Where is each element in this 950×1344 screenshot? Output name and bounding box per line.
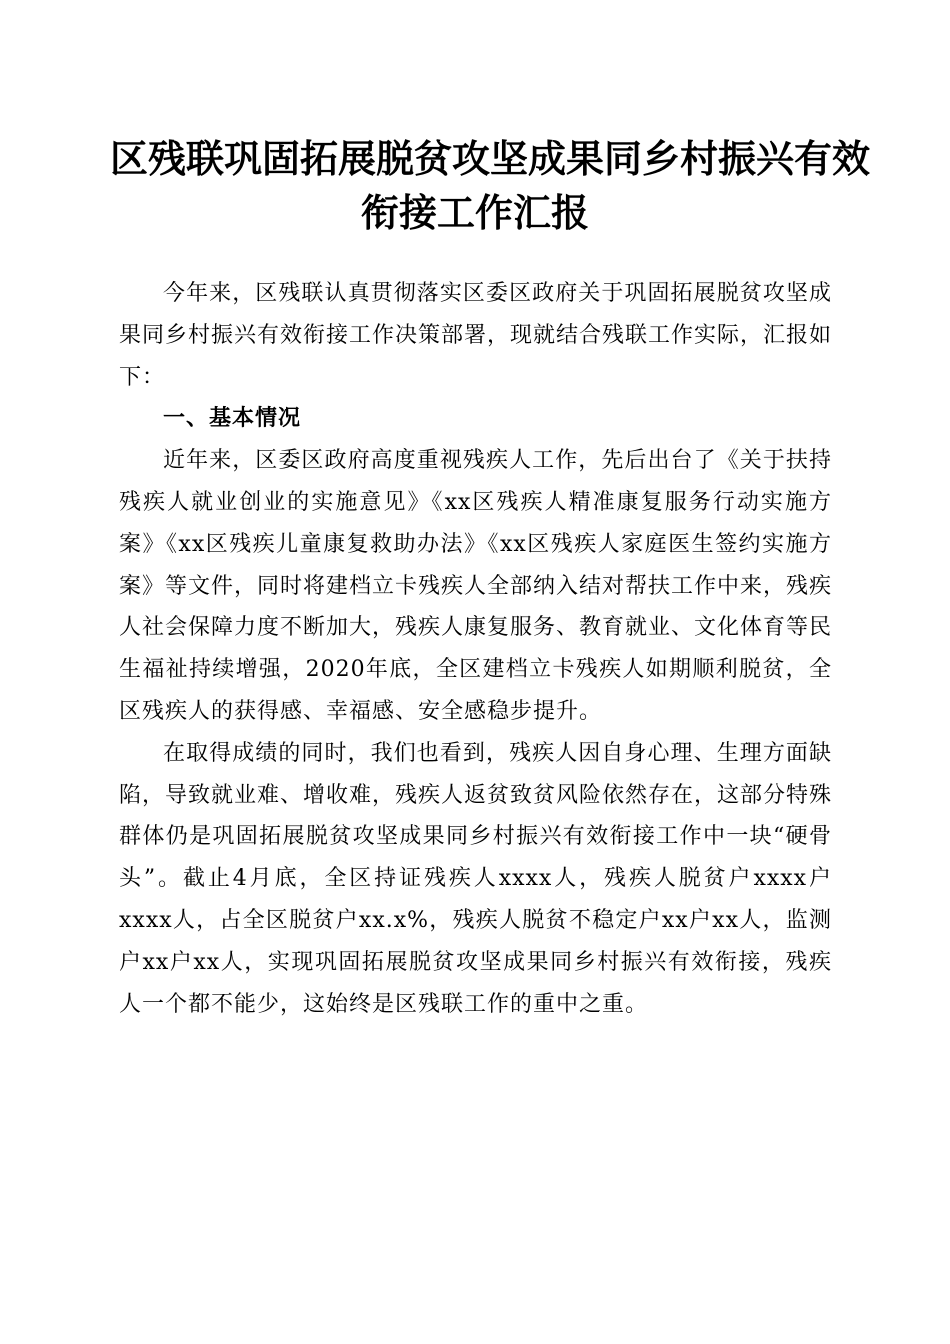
section-heading-basic-situation: 一、基本情况: [163, 406, 302, 432]
document-title: [110, 132, 871, 240]
document-body: [119, 273, 832, 1025]
section-paragraph-1: 近年来，区委区政府高度重视残疾人工作，先后出台了《关于扶持残疾人就业创业的实施意见》《xx区残疾人精准康复服务行动实施方案》《xx区残疾儿童康复救助办法》《xx区残疾人家庭医生签约实施方案》等文件，同时将建档立卡残疾人全部纳入结对帮扶工作中来，残疾人社会保障力度不断加大，残疾人康复服务、教育就业、文化体育等民生福祉持续增强，2020年底，全区建档立卡残疾人如期顺利脱贫，全区残疾人的获得感、幸福感、安全感稳步提升。: [119, 448, 833, 724]
document-title-line-2: 衔接工作汇报: [360, 190, 589, 235]
intro-paragraph: 今年来，区残联认真贯彻落实区委区政府关于巩固拓展脱贫攻坚成果同乡村振兴有效衔接工作决策部署，现就结合残联工作实际，汇报如下：: [119, 281, 833, 390]
section-paragraph-2: 在取得成绩的同时，我们也看到，残疾人因自身心理、生理方面缺陷，导致就业难、增收难，残疾人返贫致贫风险依然存在，这部分特殊群体仍是巩固拓展脱贫攻坚成果同乡村振兴有效衔接工作中一块“硬骨头”。截止4月底，全区持证残疾人xxxx人，残疾人脱贫户xxxx户xxxx人，占全区脱贫户xx.x%，残疾人脱贫不稳定户xx户xx人，监测户xx户xx人，实现巩固拓展脱贫攻坚成果同乡村振兴有效衔接，残疾人一个都不能少，这始终是区残联工作的重中之重。: [119, 740, 833, 1017]
document-title-line-1: 区残联巩固拓展脱贫攻坚成果同乡村振兴有效: [110, 136, 871, 181]
